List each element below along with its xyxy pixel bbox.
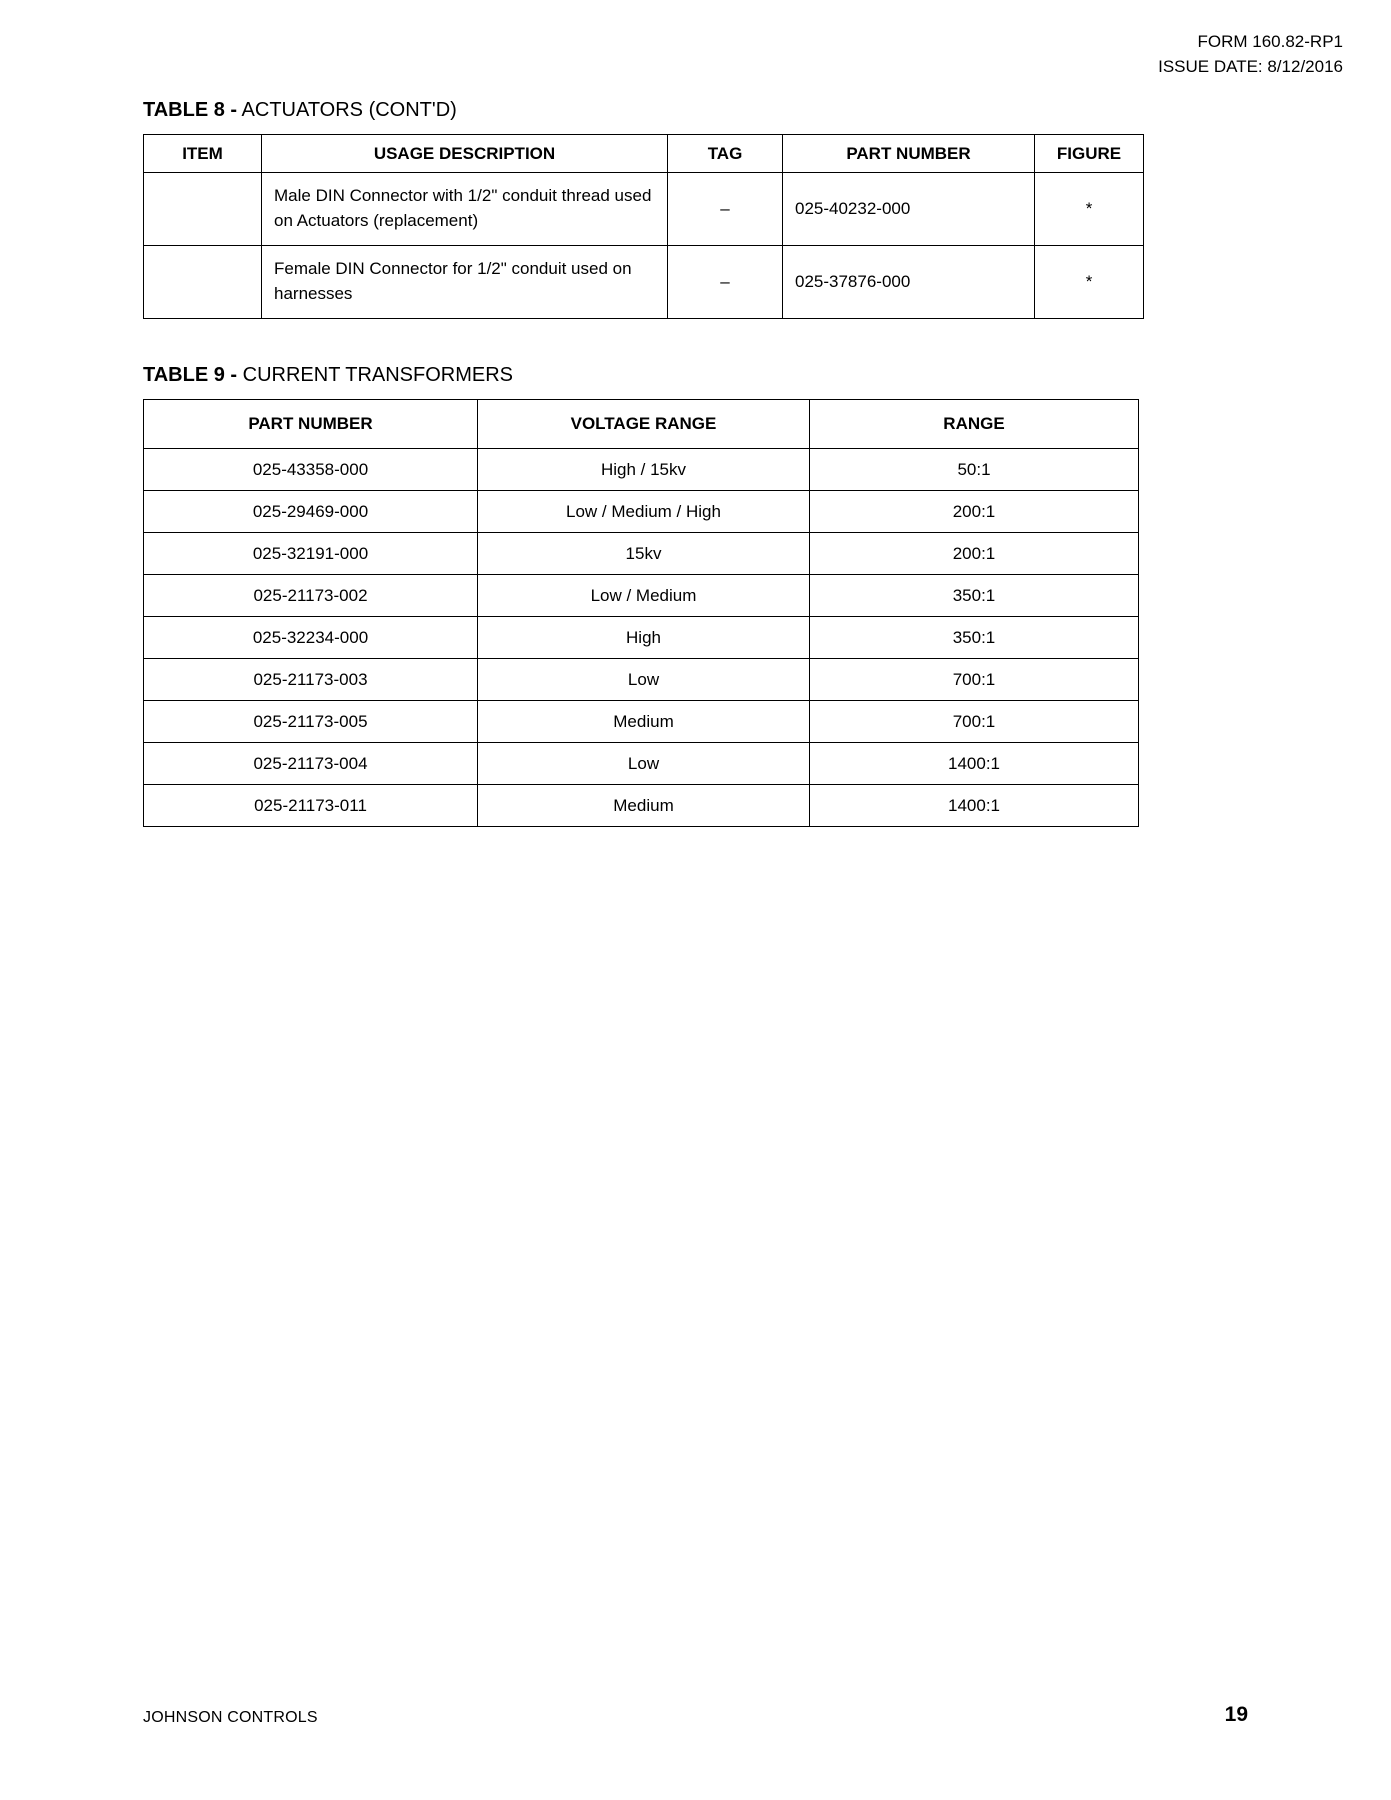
- table-8-col-part: PART NUMBER: [783, 135, 1035, 173]
- table-9-cell-part-number: 025-21173-005: [144, 701, 478, 743]
- table-9-cell-part-number: 025-32191-000: [144, 533, 478, 575]
- table-8-cell-part: 025-37876-000: [783, 246, 1035, 319]
- table-9-cell-range: 50:1: [810, 449, 1139, 491]
- table-9-cell-voltage-range: High / 15kv: [478, 449, 810, 491]
- table-row: [144, 743, 1139, 785]
- table-9-cell-range: 350:1: [810, 575, 1139, 617]
- table-9-cell-part-number: 025-21173-003: [144, 659, 478, 701]
- table-8-cell-tag: –: [668, 173, 783, 246]
- table-9-cell-part-number: 025-32234-000: [144, 617, 478, 659]
- table-9-cell-part-number: 025-21173-002: [144, 575, 478, 617]
- table-9-section: [143, 363, 1143, 827]
- table-8-cell-figure: *: [1035, 246, 1144, 319]
- table-9-cell-range: 200:1: [810, 533, 1139, 575]
- table-row: [144, 575, 1139, 617]
- document-content: [143, 98, 1143, 827]
- table-9: [143, 399, 1139, 827]
- footer-page-number: 19: [1224, 1703, 1248, 1726]
- table-9-header-row: [144, 400, 1139, 449]
- table-8-header-row: [144, 135, 1144, 173]
- table-8-cell-usage: Female DIN Connector for 1/2" conduit used on harnesses: [262, 246, 668, 319]
- table-9-col-range: RANGE: [810, 400, 1139, 449]
- table-row: [144, 533, 1139, 575]
- table-8-col-usage: USAGE DESCRIPTION: [262, 135, 668, 173]
- table-8-cell-item: [144, 173, 262, 246]
- table-9-caption: [143, 363, 1143, 387]
- table-9-cell-range: 200:1: [810, 491, 1139, 533]
- document-header: [1158, 30, 1343, 79]
- table-9-cell-range: 700:1: [810, 701, 1139, 743]
- document-footer: [143, 1703, 1248, 1727]
- table-8-cell-figure: *: [1035, 173, 1144, 246]
- table-row: [144, 246, 1144, 319]
- issue-date: ISSUE DATE: 8/12/2016: [1158, 56, 1343, 76]
- table-9-cell-range: 700:1: [810, 659, 1139, 701]
- table-9-cell-part-number: 025-29469-000: [144, 491, 478, 533]
- table-9-cell-range: 1400:1: [810, 743, 1139, 785]
- table-8-caption: [143, 98, 1143, 122]
- table-row: [144, 617, 1139, 659]
- table-9-cell-voltage-range: High: [478, 617, 810, 659]
- table-8: [143, 134, 1144, 319]
- table-9-cell-voltage-range: Low / Medium: [478, 575, 810, 617]
- table-8-cell-usage: Male DIN Connector with 1/2" conduit thread used on Actuators (replacement): [262, 173, 668, 246]
- table-8-col-item: ITEM: [144, 135, 262, 173]
- table-row: [144, 785, 1139, 827]
- table-9-cell-range: 350:1: [810, 617, 1139, 659]
- table-9-cell-voltage-range: Medium: [478, 785, 810, 827]
- table-8-cell-part: 025-40232-000: [783, 173, 1035, 246]
- table-9-cell-voltage-range: Medium: [478, 701, 810, 743]
- table-9-cell-voltage-range: Low: [478, 743, 810, 785]
- table-9-col-part-number: PART NUMBER: [144, 400, 478, 449]
- table-9-caption-title: CURRENT TRANSFORMERS: [237, 364, 514, 386]
- table-9-cell-part-number: 025-43358-000: [144, 449, 478, 491]
- table-8-col-tag: TAG: [668, 135, 783, 173]
- table-row: [144, 173, 1144, 246]
- table-9-cell-voltage-range: Low: [478, 659, 810, 701]
- table-row: [144, 491, 1139, 533]
- table-9-cell-range: 1400:1: [810, 785, 1139, 827]
- table-row: [144, 449, 1139, 491]
- table-8-caption-label: TABLE 8 -: [143, 99, 238, 121]
- table-8-col-figure: FIGURE: [1035, 135, 1144, 173]
- table-9-cell-part-number: 025-21173-004: [144, 743, 478, 785]
- table-row: [144, 659, 1139, 701]
- table-8-cell-tag: –: [668, 246, 783, 319]
- table-9-col-voltage-range: VOLTAGE RANGE: [478, 400, 810, 449]
- table-8-cell-item: [144, 246, 262, 319]
- table-9-cell-part-number: 025-21173-011: [144, 785, 478, 827]
- table-9-cell-voltage-range: 15kv: [478, 533, 810, 575]
- table-9-cell-voltage-range: Low / Medium / High: [478, 491, 810, 533]
- table-8-caption-title: ACTUATORS (CONT'D): [237, 99, 457, 121]
- table-9-caption-label: TABLE 9 -: [143, 364, 238, 386]
- form-number: FORM 160.82-RP1: [1197, 32, 1343, 51]
- footer-company: JOHNSON CONTROLS: [143, 1709, 318, 1726]
- table-8-section: [143, 98, 1143, 319]
- table-row: [144, 701, 1139, 743]
